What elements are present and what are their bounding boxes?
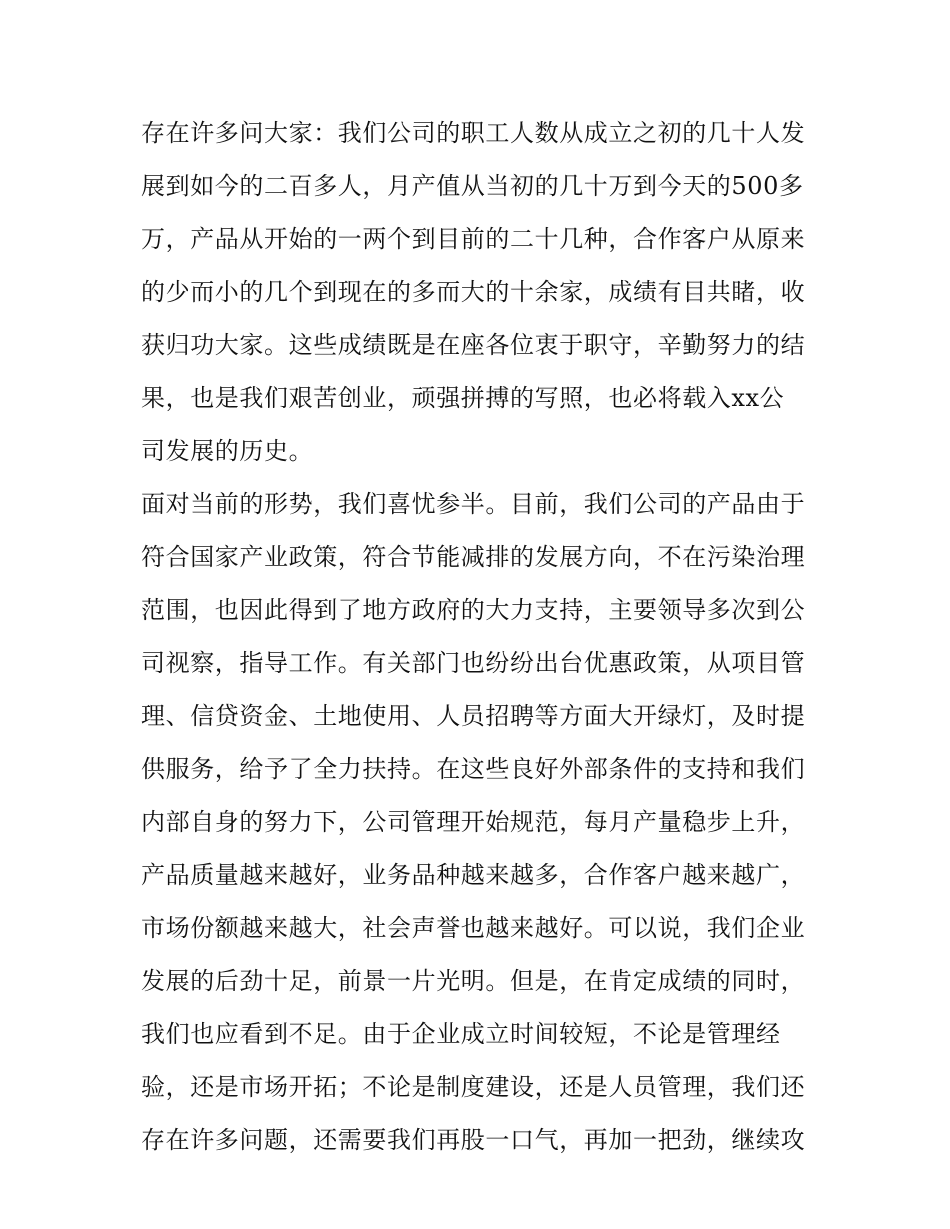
text-line: 验，还是市场开拓；不论是制度建设，还是人员管理，我们还 bbox=[141, 1073, 806, 1101]
text-line: 万，产品从开始的一两个到目前的二十几种，合作客户从原来 bbox=[141, 225, 806, 253]
text-line: 我们也应看到不足。由于企业成立时间较短，不论是管理经 bbox=[141, 1020, 781, 1048]
body-text bbox=[141, 107, 821, 1167]
text-line: 获归功大家。这些成绩既是在座各位衷于职守，辛勤努力的结 bbox=[141, 331, 806, 359]
text-line: 存在许多问大家：我们公司的职工人数从成立之初的几十人发 bbox=[141, 119, 806, 147]
text-line: 产品质量越来越好，业务品种越来越多，合作客户越来越广， bbox=[141, 861, 806, 889]
text-line: 面对当前的形势，我们喜忧参半。目前，我们公司的产品由于 bbox=[141, 490, 806, 518]
text-line: 供服务，给予了全力扶持。在这些良好外部条件的支持和我们 bbox=[141, 755, 806, 783]
text-line: 内部自身的努力下，公司管理开始规范，每月产量稳步上升， bbox=[141, 808, 806, 836]
text-line: 司发展的历史。 bbox=[141, 437, 314, 465]
text-line: 果，也是我们艰苦创业，顽强拼搏的写照，也必将载入xx公 bbox=[141, 384, 785, 412]
text-line: 市场份额越来越大，社会声誉也越来越好。可以说，我们企业 bbox=[141, 914, 806, 942]
text-line: 符合国家产业政策，符合节能减排的发展方向，不在污染治理 bbox=[141, 543, 806, 571]
text-line: 展到如今的二百多人，月产值从当初的几十万到今天的500多 bbox=[141, 172, 804, 200]
text-line: 存在许多问题，还需要我们再股一口气，再加一把劲，继续攻 bbox=[141, 1126, 806, 1154]
text-line: 司视察，指导工作。有关部门也纷纷出台优惠政策，从项目管 bbox=[141, 649, 806, 677]
text-line: 理、信贷资金、土地使用、人员招聘等方面大开绿灯，及时提 bbox=[141, 702, 806, 730]
text-line: 的少而小的几个到现在的多而大的十余家，成绩有目共睹，收 bbox=[141, 278, 806, 306]
text-line: 范围，也因此得到了地方政府的大力支持，主要领导多次到公 bbox=[141, 596, 806, 624]
text-line: 发展的后劲十足，前景一片光明。但是，在肯定成绩的同时， bbox=[141, 967, 806, 995]
